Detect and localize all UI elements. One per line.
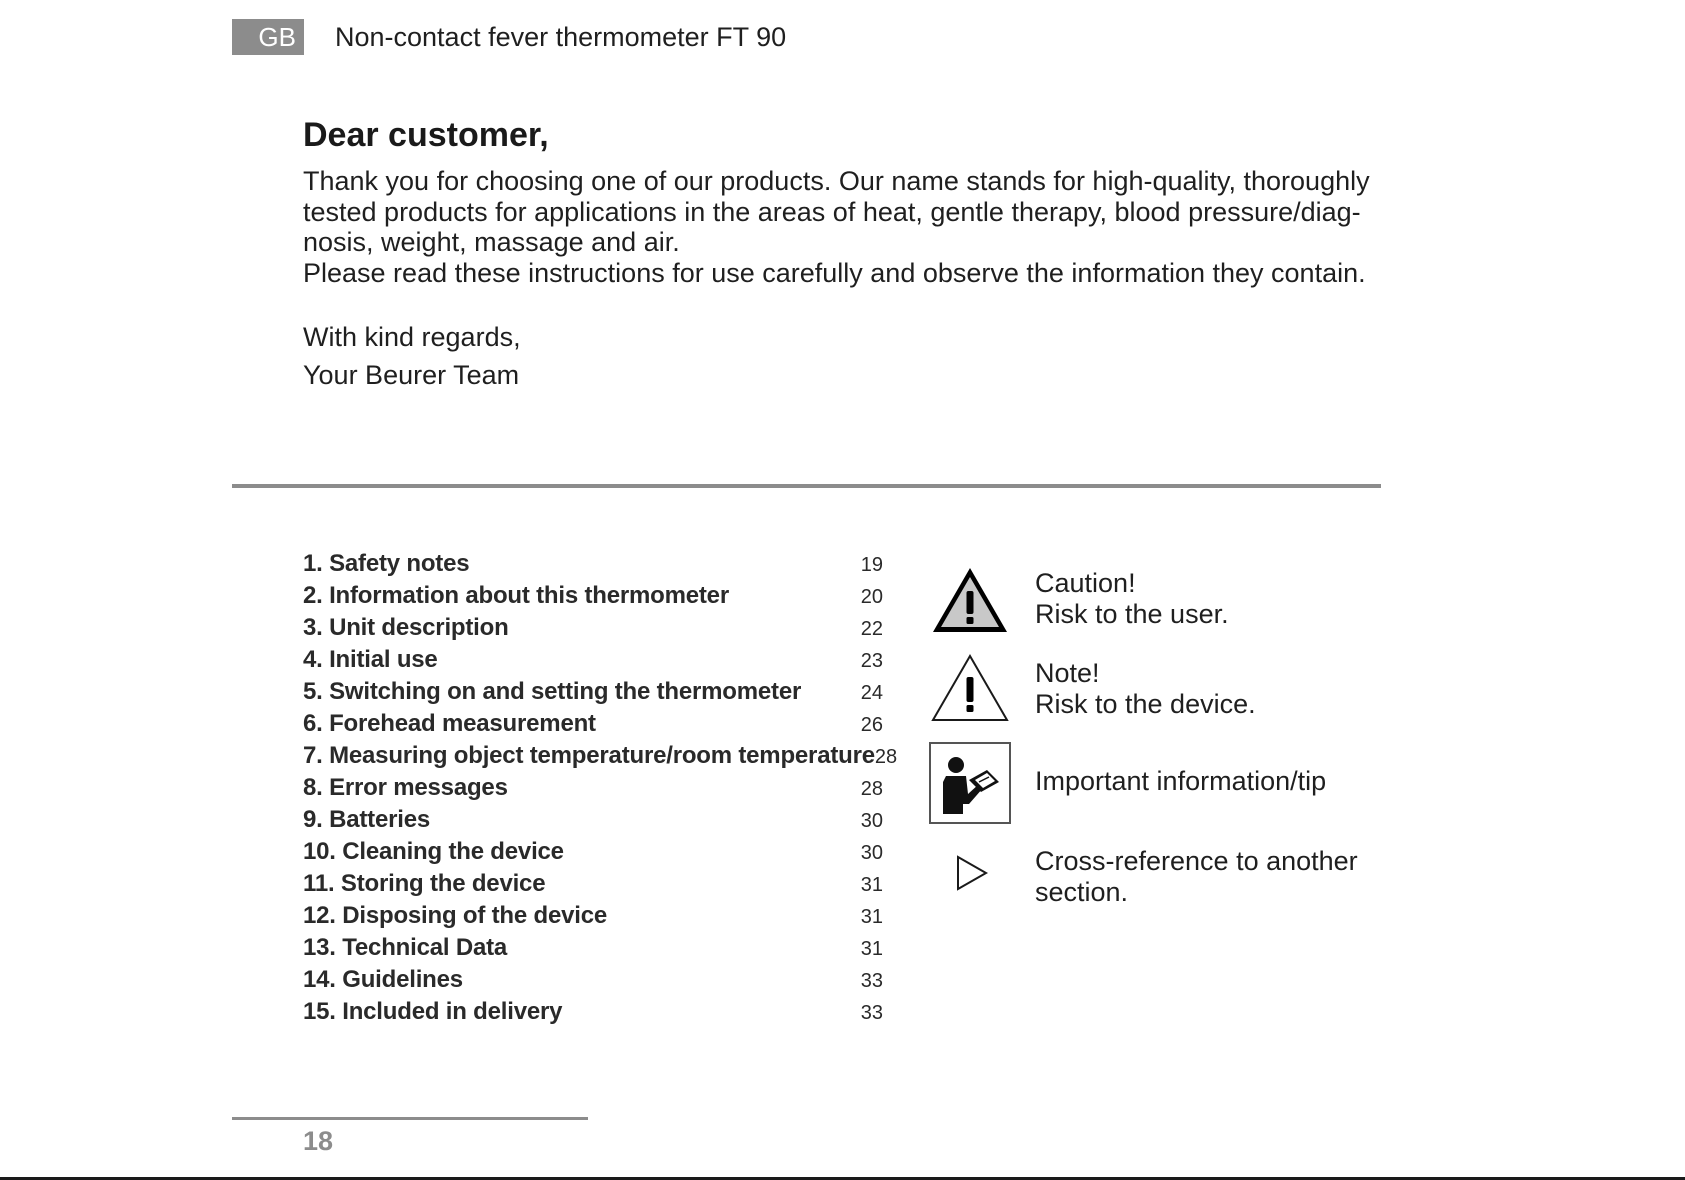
toc-entry-label: 13. Technical Data — [303, 934, 508, 961]
legend-title: Note! — [1035, 658, 1100, 688]
toc-entry-page: 26 — [860, 714, 883, 736]
closing-signature: Your Beurer Team — [303, 360, 520, 390]
toc-entry-label: 1. Safety notes — [303, 550, 470, 577]
toc-entry-page: 30 — [860, 810, 883, 832]
toc-entry-page: 33 — [860, 1002, 883, 1024]
toc-entry-page: 31 — [860, 906, 883, 928]
toc-entry[interactable] — [303, 740, 898, 772]
toc-entry[interactable] — [303, 868, 883, 900]
toc-entry[interactable] — [303, 580, 883, 612]
toc-entry[interactable] — [303, 644, 883, 676]
legend-text — [1035, 766, 1326, 797]
closing-regards: With kind regards, — [303, 322, 521, 352]
legend-description: Risk to the user. — [1035, 599, 1229, 629]
legend-text — [1035, 658, 1256, 720]
toc-entry-page: 28 — [874, 746, 898, 768]
toc-entry-page: 33 — [860, 970, 883, 992]
toc-entry[interactable] — [303, 932, 883, 964]
toc-entry-page: 22 — [860, 618, 883, 640]
legend-text — [1035, 846, 1358, 908]
intro-paragraph — [303, 166, 1383, 288]
legend-title: Cross-reference to another — [1035, 846, 1358, 876]
intro-line: Thank you for choosing one of our products. Our name stands for high-quality, thoroughly — [303, 166, 1370, 196]
toc-entry-label: 9. Batteries — [303, 806, 430, 833]
caution-triangle-icon — [929, 564, 1011, 641]
intro-line: nosis, weight, massage and air. — [303, 227, 680, 257]
toc-entry-label: 5. Switching on and setting the thermometer — [303, 678, 802, 705]
toc-entry[interactable] — [303, 708, 883, 740]
toc-entry-label: 12. Disposing of the device — [303, 902, 608, 929]
closing-block — [303, 318, 1383, 394]
toc-entry-page: 31 — [860, 938, 883, 960]
intro-line: tested products for applications in the areas of heat, gentle therapy, blood pressure/diag- — [303, 196, 1361, 227]
toc-entry-page: 31 — [860, 874, 883, 896]
toc-entry-page: 30 — [860, 842, 883, 864]
legend-text — [1035, 568, 1229, 630]
greeting-section — [303, 113, 1383, 394]
toc-entry[interactable] — [303, 772, 883, 804]
toc-entry-label: 7. Measuring object temperature/room temperature — [303, 742, 875, 769]
read-manual-icon — [929, 742, 1011, 829]
legend-title: Important information/tip — [1035, 766, 1327, 796]
toc-entry[interactable] — [303, 548, 883, 580]
toc-entry-page: 20 — [860, 586, 883, 608]
cross-reference-arrow-icon — [955, 854, 989, 897]
toc-entry-label: 11. Storing the device — [303, 870, 546, 897]
toc-entry-label: 10. Cleaning the device — [303, 838, 564, 865]
page-number: 18 — [303, 1126, 334, 1156]
footer-divider — [232, 1117, 588, 1120]
toc-entry-label: 14. Guidelines — [303, 966, 463, 993]
document-title: Non-contact fever thermometer FT 90 — [335, 22, 787, 52]
toc-entry-label: 8. Error messages — [303, 774, 508, 801]
legend-title: Caution! — [1035, 568, 1136, 598]
toc-entry[interactable] — [303, 836, 883, 868]
toc-entry[interactable] — [303, 612, 883, 644]
toc-entry-page: 19 — [860, 554, 883, 576]
intro-line: Please read these instructions for use carefully and observe the information they contain. — [303, 257, 1366, 288]
note-triangle-icon — [929, 652, 1011, 729]
toc-entry[interactable] — [303, 996, 883, 1028]
table-of-contents — [303, 548, 898, 1028]
toc-entry-page: 24 — [860, 682, 883, 704]
section-divider — [232, 484, 1381, 488]
greeting-heading: Dear customer, — [303, 116, 549, 154]
toc-entry[interactable] — [303, 900, 883, 932]
toc-entry[interactable] — [303, 964, 883, 996]
toc-entry-label: 15. Included in delivery — [303, 998, 563, 1025]
toc-entry[interactable] — [303, 676, 883, 708]
legend-description: Risk to the device. — [1035, 689, 1256, 719]
toc-entry[interactable] — [303, 804, 883, 836]
toc-entry-label: 4. Initial use — [303, 646, 438, 673]
toc-entry-label: 6. Forehead measurement — [303, 710, 596, 737]
toc-entry-label: 3. Unit description — [303, 614, 509, 641]
legend-description: section. — [1035, 877, 1129, 907]
toc-entry-page: 28 — [860, 778, 883, 800]
language-badge: GB — [232, 19, 304, 55]
toc-entry-label: 2. Information about this thermometer — [303, 582, 729, 609]
document-header — [232, 19, 786, 55]
toc-entry-page: 23 — [860, 650, 883, 672]
